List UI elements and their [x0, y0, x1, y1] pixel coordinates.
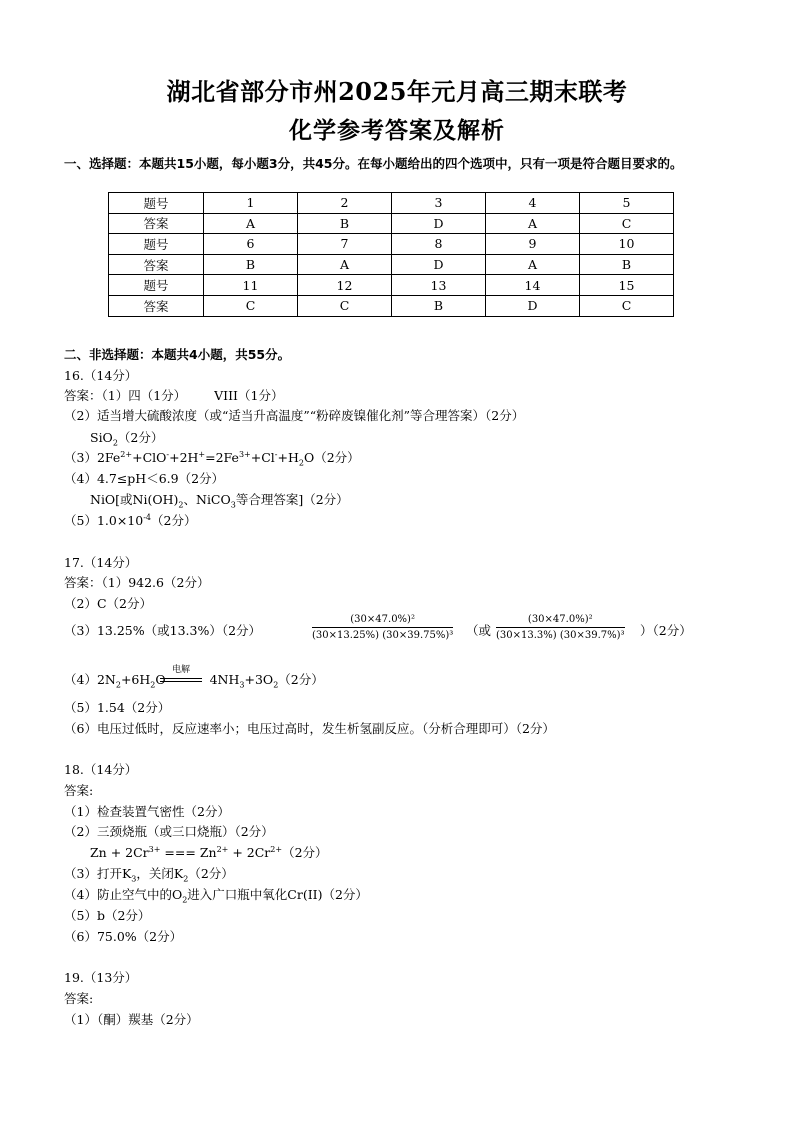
table-cell: 8	[392, 234, 486, 255]
q16-answer-2b: SiO$_2$（2分）	[90, 430, 164, 448]
table-cell: C	[204, 295, 298, 316]
table-cell: C	[580, 295, 674, 316]
q17-header: 17.（14分）	[64, 555, 138, 570]
fraction-2-denominator: (30×13.3%) (30×39.7%)³	[496, 630, 625, 641]
q16-answer-1-part-b: VIII（1分）	[214, 388, 284, 403]
document-subtitle: 化学参考答案及解析	[289, 117, 505, 144]
q19-answer-label: 答案:	[64, 991, 94, 1006]
table-row	[109, 275, 674, 296]
table-cell: 9	[486, 234, 580, 255]
table-row	[109, 295, 674, 316]
table-cell: 13	[392, 275, 486, 296]
table-cell: 15	[580, 275, 674, 296]
table-row	[109, 254, 674, 275]
q18-header: 18.（14分）	[64, 762, 138, 777]
table-cell: A	[298, 254, 392, 275]
table-cell: B	[204, 254, 298, 275]
q18-answer-2: （2）三颈烧瓶（或三口烧瓶）（2分）	[64, 824, 274, 839]
q19-header: 19.（13分）	[64, 970, 138, 985]
fraction-1-numerator: (30×47.0%)²	[312, 614, 453, 628]
q19-answer-1: （1）（酮）羰基（2分）	[64, 1012, 199, 1027]
table-cell: A	[486, 254, 580, 275]
exam-title: 湖北省部分市州2025年元月高三期末联考	[166, 77, 628, 106]
table-cell: 10	[580, 234, 674, 255]
table-cell: 答案	[109, 254, 204, 275]
q17-fraction-2	[496, 614, 625, 641]
table-cell: 14	[486, 275, 580, 296]
q17-answer-5: （5）1.54（2分）	[64, 700, 171, 715]
q17-answer-6: （6）电压过低时，反应速率小；电压过高时，发生析氢副反应。（分析合理即可）（2分）	[64, 721, 555, 736]
q18-answer-2b: $Zn + 2Cr^{3+}$ === $Zn^{2+} + 2Cr^{2+}(2$分）	[90, 844, 328, 860]
table-cell: 2	[298, 193, 392, 214]
section1-heading: 一、选择题：本题共15小题，每小题3分，共45分。在每小题给出的四个选项中，只有一项是符合题目要求的。	[64, 156, 683, 171]
q16-answer-2: （2）适当增大硫酸浓度（或“适当升高温度”“粉碎废镍催化剂”等合理答案）（2分）	[64, 408, 525, 423]
q16-answer-5: $(5)1.0\times 10^{-4}(2$分）	[64, 512, 197, 528]
q16-answer-4b: NiO[或$Ni(OH)_2$、NiCO$_3$等合理答案]（2分）	[90, 492, 349, 510]
q18-answer-4: （4）防止空气中的$O_2$进入广口瓶中氧化Cr(II)（2分）	[64, 887, 368, 905]
q17-fraction-1	[312, 614, 453, 641]
answer-table	[108, 192, 674, 317]
table-cell: D	[486, 295, 580, 316]
q18-answer-5: （5）b（2分）	[64, 908, 151, 923]
q17-answer-3: （3）13.25%（或13.3%）（2分）	[64, 623, 262, 638]
table-cell: A	[486, 213, 580, 234]
table-cell: C	[298, 295, 392, 316]
q16-header: 16.（14分）	[64, 368, 138, 383]
section2-heading: 二、非选择题：本题共4小题，共55分。	[64, 347, 291, 362]
q17-answer-4: $(4)2N_2+6H_2O$ $4NH_3+3O_2(2$分）	[64, 672, 324, 690]
q18-answer-1: （1）检查装置气密性（2分）	[64, 804, 230, 819]
table-cell: B	[298, 213, 392, 234]
table-cell: D	[392, 254, 486, 275]
table-cell: 3	[392, 193, 486, 214]
table-cell: 11	[204, 275, 298, 296]
q16-answer-1-part-a: 答案：（1）四（1分）	[64, 388, 187, 403]
table-row	[109, 234, 674, 255]
table-cell: 1	[204, 193, 298, 214]
table-cell: 12	[298, 275, 392, 296]
q17-or-label: （或	[466, 623, 492, 638]
fraction-2-numerator: (30×47.0%)²	[496, 614, 625, 628]
q16-answer-4: （4）4.7≤pH＜6.9（2分）	[64, 471, 225, 486]
table-row	[109, 213, 674, 234]
q18-answer-label: 答案:	[64, 783, 94, 798]
table-cell: D	[392, 213, 486, 234]
table-cell: 6	[204, 234, 298, 255]
table-cell: 7	[298, 234, 392, 255]
table-cell: 答案	[109, 295, 204, 316]
q17-electrolysis-condition: 电解	[172, 665, 191, 675]
q17-answer-2: （2）C（2分）	[64, 596, 152, 611]
table-cell: B	[392, 295, 486, 316]
q17-answer-1: 答案：（1）942.6（2分）	[64, 575, 210, 590]
fraction-1-denominator: (30×13.25%) (30×39.75%)³	[312, 630, 454, 641]
table-cell: 4	[486, 193, 580, 214]
q16-answer-1	[64, 386, 283, 406]
q16-answer-3: $(3)2Fe^{2+}+ClO^-+2H^+=2Fe^{3+}+Cl^-+H_2O(2$分）	[64, 449, 360, 468]
table-cell: 题号	[109, 275, 204, 296]
q18-answer-6: （6）75.0%（2分）	[64, 929, 183, 944]
q18-answer-3: （3）打开$K_3$，关闭$K_2(2$分）	[64, 866, 234, 884]
table-cell: C	[580, 213, 674, 234]
table-cell: B	[580, 254, 674, 275]
q17-reaction-equals-sign	[160, 678, 202, 682]
table-cell: A	[204, 213, 298, 234]
table-cell: 答案	[109, 213, 204, 234]
table-cell: 题号	[109, 234, 204, 255]
table-cell: 5	[580, 193, 674, 214]
table-cell: 题号	[109, 193, 204, 214]
q17-close-points: ）（2分）	[640, 623, 692, 638]
table-row	[109, 193, 674, 214]
